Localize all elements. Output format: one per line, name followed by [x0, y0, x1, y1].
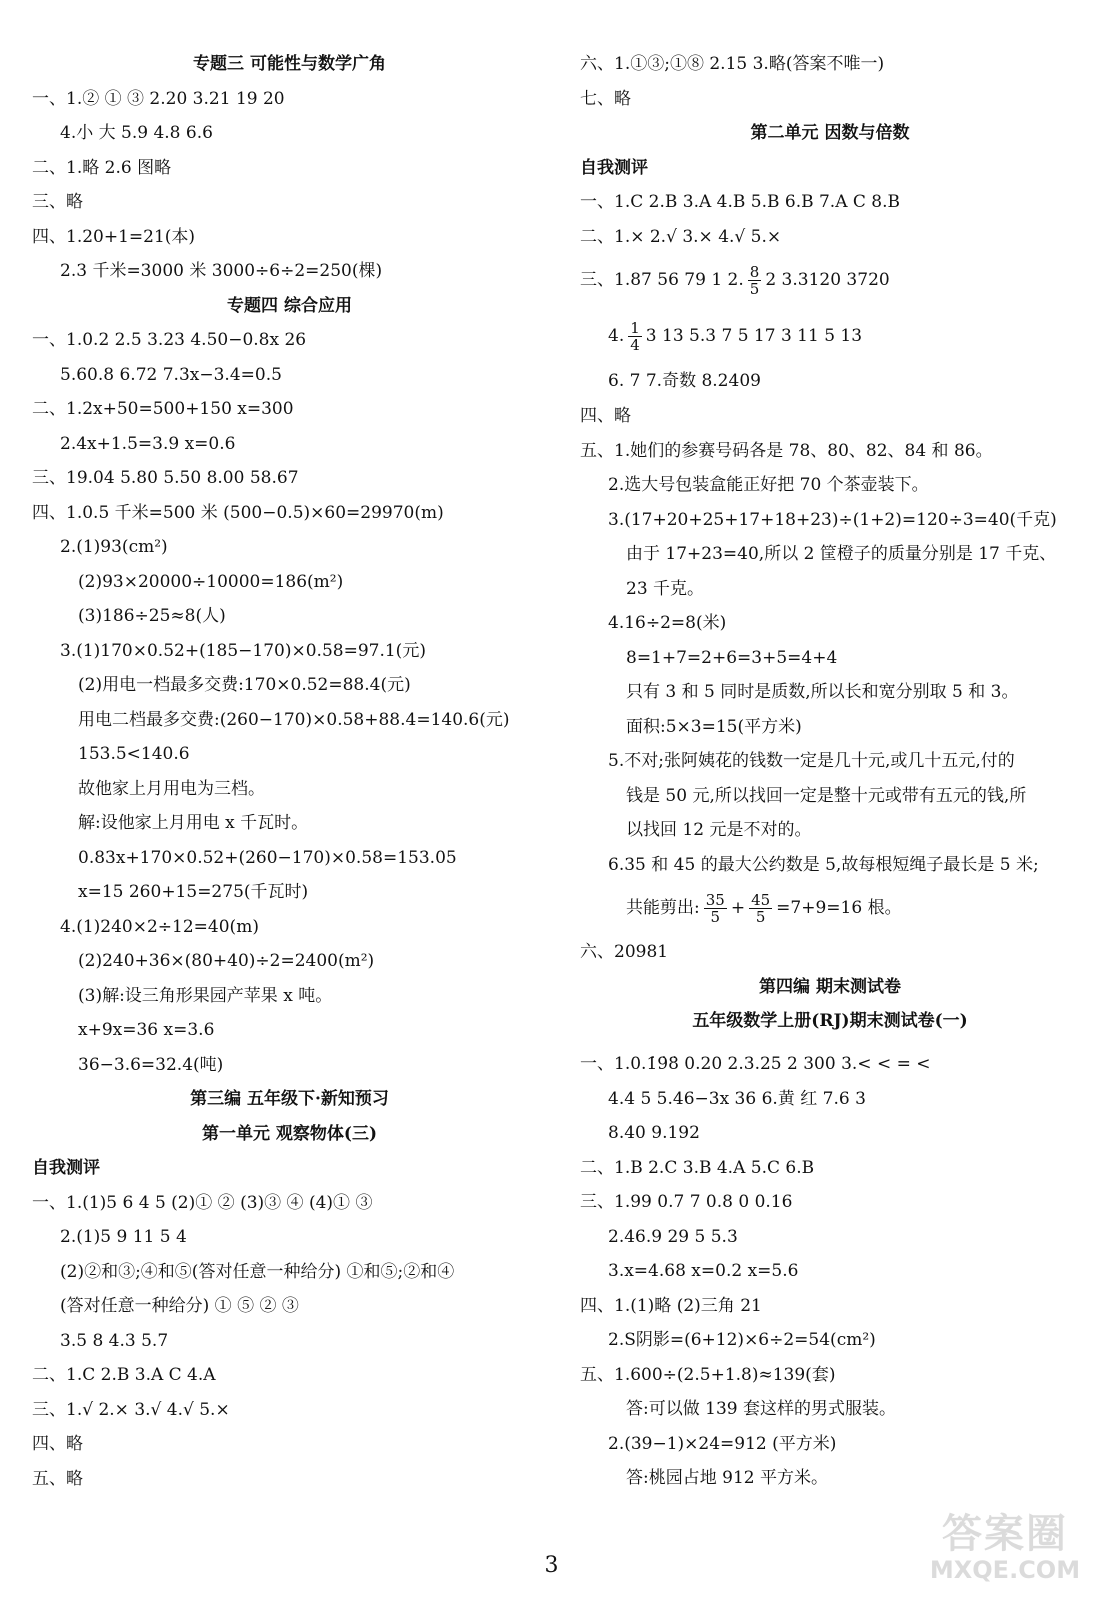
text: =7+9=16 根。 [776, 898, 902, 918]
answer-line: (2)240+36×(80+40)÷2=2400(m²) [78, 951, 375, 971]
section-title-topic-3: 专题三 可能性与数学广角 [193, 54, 386, 74]
section-title-part-4: 第四编 期末测试卷 [759, 977, 901, 997]
answer-line: 二、1.× 2.√ 3.× 4.√ 5.× [580, 227, 782, 247]
answer-line: 用电二档最多交费:(260−170)×0.58+88.4=140.6(元) [78, 710, 510, 730]
answer-line: 一、1.0.2 2.5 3.23 4.50−0.8x 26 [32, 330, 307, 350]
answer-line: 153.5<140.6 [78, 744, 190, 764]
watermark-logo [915, 1502, 1095, 1592]
answer-line: 三、略 [32, 192, 83, 212]
answer-line: 2.(39−1)×24=912 (平方米) [608, 1434, 837, 1454]
answer-line: 解:设他家上月用电 x 千瓦时。 [78, 813, 309, 833]
answer-line: 4.小 大 5.9 4.8 6.6 [60, 123, 213, 143]
answer-line: 2.(1)5 9 11 5 4 [60, 1227, 187, 1247]
answer-line: 七、略 [580, 89, 631, 109]
answer-line: 四、1.0.5 千米=500 米 (500−0.5)×60=29970(m) [32, 503, 444, 523]
answer-line: 一、1.0.1̇9̇8̇ 0.20 2.3.25 2 300 3.< < = < [580, 1054, 931, 1074]
fraction-denominator: 4 [630, 336, 640, 354]
fraction-denominator: 5 [710, 908, 721, 926]
answer-line: 4.(1)240×2÷12=40(m) [60, 917, 259, 937]
answer-line: 三、1.√ 2.× 3.√ 4.√ 5.× [32, 1400, 230, 1420]
fraction [748, 264, 762, 297]
answer-line: 四、1.20+1=21(本) [32, 227, 196, 247]
fraction [628, 320, 642, 353]
answer-line: 以找回 12 元是不对的。 [626, 820, 812, 840]
answer-line: (3)解:设三角形果园产苹果 x 吨。 [78, 986, 333, 1006]
answer-line: 8.40 9.192 [608, 1123, 700, 1143]
answer-line: 钱是 50 元,所以找回一定是整十元或带有五元的钱,所 [626, 786, 1027, 806]
answer-line: 3.5 8 4.3 5.7 [60, 1331, 169, 1351]
plus-sign: + [730, 898, 746, 918]
answer-line: 6. 7 7.奇数 8.2409 [608, 371, 761, 391]
fraction [704, 892, 727, 925]
section-title-topic-4: 专题四 综合应用 [227, 296, 352, 316]
answer-line: 五、1.她们的参赛号码各是 78、80、82、84 和 86。 [580, 441, 993, 461]
answer-line: 一、1.② ① ③ 2.20 3.21 19 20 [32, 89, 285, 109]
answer-line: 36−3.6=32.4(吨) [78, 1055, 224, 1075]
fraction-numerator: 35 [705, 891, 725, 909]
section-title-unit-2: 第二单元 因数与倍数 [750, 123, 910, 143]
answer-line: 四、1.(1)略 (2)三角 21 [580, 1296, 762, 1316]
answer-line: 四、略 [32, 1434, 83, 1454]
answer-line: (2)用电一档最多交费:170×0.52=88.4(元) [78, 675, 411, 695]
answer-line-with-fraction [608, 314, 862, 358]
fraction-numerator: 1 [630, 319, 640, 337]
section-title-exam-1: 五年级数学上册(RJ)期末测试卷(一) [692, 1011, 968, 1031]
watermark-text: 答案圈 [942, 1511, 1068, 1557]
fraction-numerator: 45 [751, 891, 771, 909]
answer-line: 0.83x+170×0.52+(260−170)×0.58=153.05 [78, 848, 457, 868]
fraction-denominator: 5 [749, 280, 760, 298]
answer-line-with-fraction [626, 886, 902, 930]
subsection-title: 自我测评 [580, 158, 648, 178]
answer-line: x=15 260+15=275(千瓦时) [78, 882, 309, 902]
answer-line: 三、19.04 5.80 5.50 8.00 58.67 [32, 468, 299, 488]
page-number: 3 [544, 1553, 559, 1578]
answer-line: 二、1.C 2.B 3.A C 4.A [32, 1365, 216, 1385]
answer-line: 2.46.9 29 5 5.3 [608, 1227, 738, 1247]
answer-line: 2.(1)93(cm²) [60, 537, 168, 557]
answer-line: (答对任意一种给分) ① ⑤ ② ③ [60, 1296, 299, 1316]
answer-line: 由于 17+23=40,所以 2 筐橙子的质量分别是 17 千克、 [626, 544, 1057, 564]
answer-line: 8=1+7=2+6=3+5=4+4 [626, 648, 838, 668]
answer-line: 5.不对;张阿姨花的钱数一定是几十元,或几十五元,付的 [608, 751, 1015, 771]
answer-line-with-fraction [580, 258, 890, 302]
answer-line: 答:可以做 139 套这样的男式服装。 [626, 1399, 896, 1419]
answer-line: 2.选大号包装盒能正好把 70 个茶壶装下。 [608, 475, 929, 495]
answer-line: 四、略 [580, 406, 631, 426]
answer-line: 故他家上月用电为三档。 [78, 779, 265, 799]
answer-line: 面积:5×3=15(平方米) [626, 717, 802, 737]
answer-line: 23 千克。 [626, 579, 705, 599]
fraction-denominator: 5 [755, 908, 766, 926]
answer-line: 三、1.99 0.7 7 0.8 0 0.16 [580, 1192, 793, 1212]
answer-line: 二、1.2x+50=500+150 x=300 [32, 399, 294, 419]
answer-line: 5.60.8 6.72 7.3x−3.4=0.5 [60, 365, 282, 385]
answer-line: 六、1.①③;①⑧ 2.15 3.略(答案不唯一) [580, 54, 885, 74]
answer-line: 六、20981 [580, 942, 669, 962]
answer-line: 二、1.B 2.C 3.B 4.A 5.C 6.B [580, 1158, 815, 1178]
answer-line: (2)②和③;④和⑤(答对任意一种给分) ①和⑤;②和④ [60, 1262, 455, 1282]
watermark-url: MXQE.COM [929, 1556, 1081, 1584]
answer-line: 二、1.略 2.6 图略 [32, 158, 172, 178]
fraction [749, 892, 772, 925]
answer-line: x+9x=36 x=3.6 [78, 1020, 215, 1040]
answer-line: 2.4x+1.5=3.9 x=0.6 [60, 434, 236, 454]
text: 2 3.3120 3720 [765, 270, 890, 290]
text: 3 13 5.3 7 5 17 3 11 5 13 [645, 326, 863, 346]
answer-line: 五、1.600÷(2.5+1.8)≈139(套) [580, 1365, 836, 1385]
text: 共能剪出: [626, 898, 700, 918]
answer-line: 3.(1)170×0.52+(185−170)×0.58=97.1(元) [60, 641, 426, 661]
answer-line: 一、1.C 2.B 3.A 4.B 5.B 6.B 7.A C 8.B [580, 192, 901, 212]
answer-line: 2.S阴影=(6+12)×6÷2=54(cm²) [608, 1330, 876, 1350]
answer-line: 3.(17+20+25+17+18+23)÷(1+2)=120÷3=40(千克) [608, 510, 1057, 530]
answer-line: 五、略 [32, 1469, 83, 1489]
answer-line: 3.x=4.68 x=0.2 x=5.6 [608, 1261, 799, 1281]
subsection-title: 自我测评 [32, 1158, 100, 1178]
answer-line: 一、1.(1)5 6 4 5 (2)① ② (3)③ ④ (4)① ③ [32, 1193, 373, 1213]
answer-line: 答:桃园占地 912 平方米。 [626, 1468, 828, 1488]
section-title-unit-1: 第一单元 观察物体(三) [201, 1124, 377, 1144]
text: 三、1.87 56 79 1 2. [580, 270, 744, 290]
answer-line: 2.3 千米=3000 米 3000÷6÷2=250(棵) [60, 261, 383, 281]
answer-line: 6.35 和 45 的最大公约数是 5,故每根短绳子最长是 5 米; [608, 855, 1039, 875]
section-title-part-3: 第三编 五年级下·新知预习 [190, 1089, 389, 1109]
answer-line: 4.4 5 5.46−3x 36 6.黄 红 7.6 3 [608, 1089, 866, 1109]
text: 4. [608, 326, 625, 346]
answer-line: (2)93×20000÷10000=186(m²) [78, 572, 344, 592]
answer-line: 只有 3 和 5 同时是质数,所以长和宽分别取 5 和 3。 [626, 682, 1019, 702]
answer-line: (3)186÷25≈8(人) [78, 606, 226, 626]
fraction-numerator: 8 [749, 263, 760, 281]
answer-line: 4.16÷2=8(米) [608, 613, 727, 633]
